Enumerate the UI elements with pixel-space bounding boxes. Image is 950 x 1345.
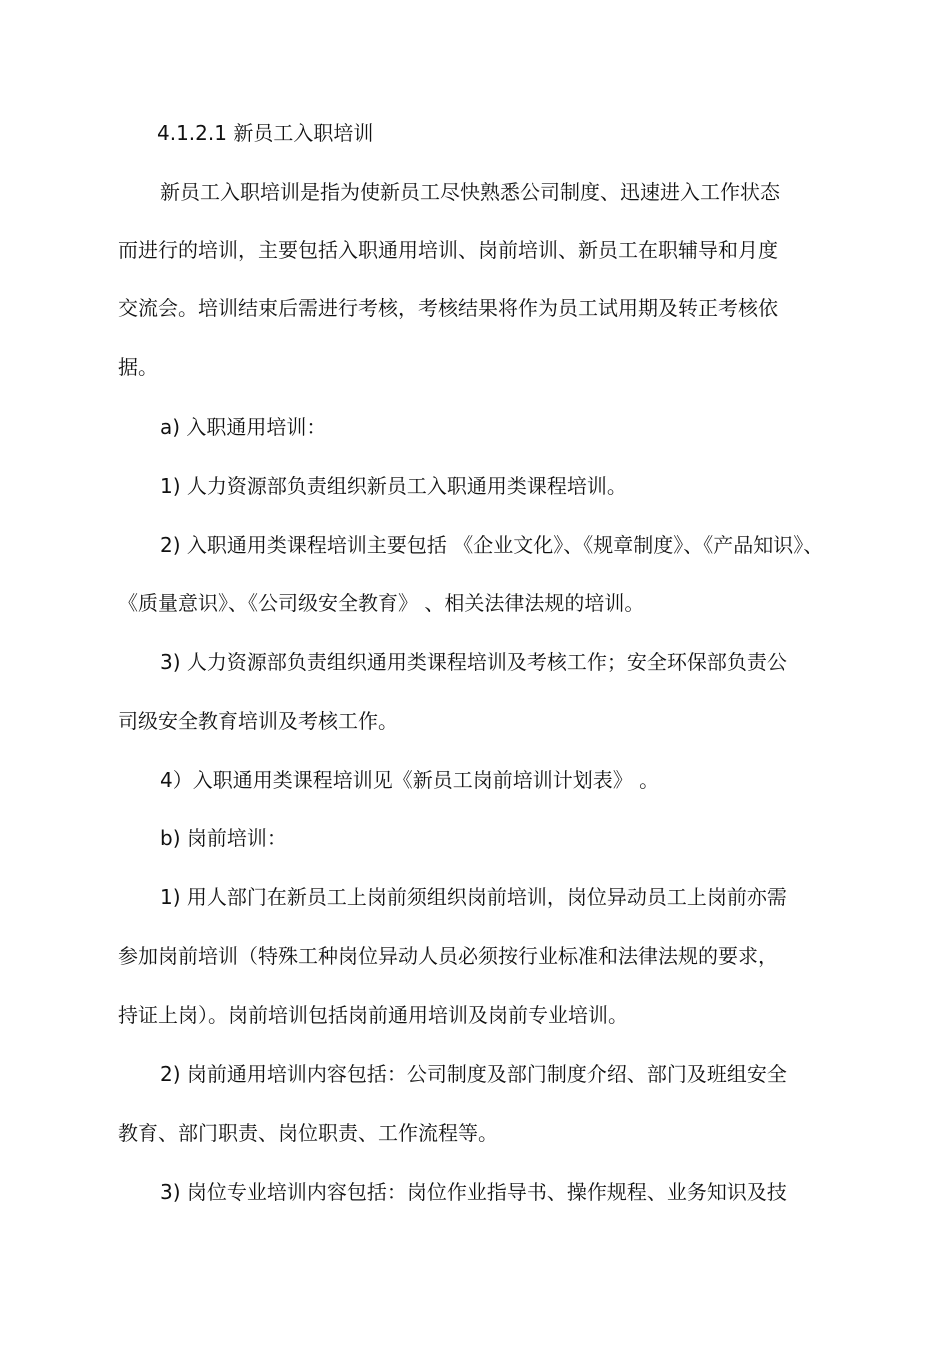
list-item: 3) 人力资源部负责组织通用类课程培训及考核工作；安全环保部负责公 bbox=[160, 650, 787, 674]
subheading-a: a) 入职通用培训： bbox=[160, 415, 327, 439]
list-item-continuation: 持证上岗）。岗前培训包括岗前通用培训及岗前专业培训。 bbox=[118, 1003, 628, 1027]
list-item: 4）入职通用类课程培训见《新员工岗前培训计划表》 。 bbox=[160, 768, 660, 792]
list-item-continuation: 《质量意识》、《公司级安全教育》 、相关法律法规的培训。 bbox=[118, 591, 645, 615]
section-heading: 4.1.2.1 新员工入职培训 bbox=[157, 121, 374, 145]
list-item: 3) 岗位专业培训内容包括：岗位作业指导书、操作规程、业务知识及技 bbox=[160, 1180, 787, 1204]
list-item: 1) 人力资源部负责组织新员工入职通用类课程培训。 bbox=[160, 474, 627, 498]
list-item: 2) 岗前通用培训内容包括：公司制度及部门制度介绍、部门及班组安全 bbox=[160, 1062, 787, 1086]
list-item-continuation: 司级安全教育培训及考核工作。 bbox=[118, 709, 398, 733]
paragraph-line: 而进行的培训，主要包括入职通用培训、岗前培训、新员工在职辅导和月度 bbox=[118, 238, 778, 262]
list-item-continuation: 教育、部门职责、岗位职责、工作流程等。 bbox=[118, 1121, 498, 1145]
list-item: 1) 用人部门在新员工上岗前须组织岗前培训，岗位异动员工上岗前亦需 bbox=[160, 885, 787, 909]
paragraph-line: 据。 bbox=[118, 355, 158, 379]
subheading-b: b) 岗前培训： bbox=[160, 826, 287, 850]
paragraph-line: 新员工入职培训是指为使新员工尽快熟悉公司制度、迅速进入工作状态 bbox=[160, 180, 780, 204]
list-item-continuation: 参加岗前培训（特殊工种岗位异动人员必须按行业标准和法律法规的要求， bbox=[118, 944, 778, 968]
paragraph-line: 交流会。培训结束后需进行考核，考核结果将作为员工试用期及转正考核依 bbox=[118, 296, 778, 320]
list-item: 2) 入职通用类课程培训主要包括 《企业文化》、《规章制度》、《产品知识》、 bbox=[160, 533, 824, 557]
